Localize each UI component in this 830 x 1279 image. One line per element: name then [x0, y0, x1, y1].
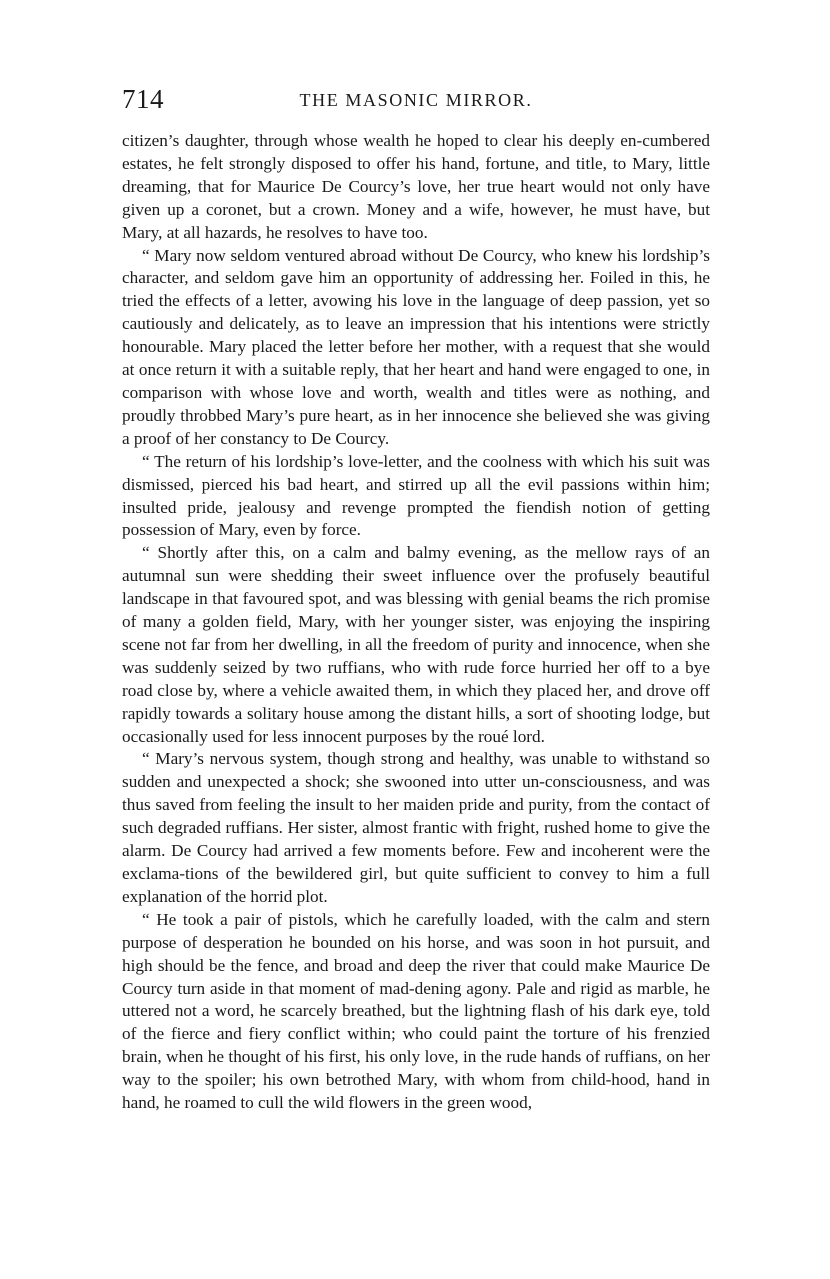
paragraph: “ Shortly after this, on a calm and balmy evening, as the mellow rays of an autumnal sun were shedding their sweet influence over the profusely beautiful landscape in that favoured spot, and was blessing with genial beams the rich promise of many a golden field, Mary, with her younger sister, was enjoying the inspiring scene not far from her dwelling, in all the freedom of purity and innocence, when she was suddenly seized by two ruffians, who with rude force hurried her off to a bye road close by, where a vehicle awaited them, in which they placed her, and drove off rapidly towards a solitary house among the distant hills, a sort of shooting lodge, but occasionally used for less innocent purposes by the roué lord. [122, 543, 710, 746]
paragraph: “ Mary’s nervous system, though strong and healthy, was unable to withstand so sudden and unexpected a shock; she swooned into utter un-consciousness, and was thus saved from feeling the insult to her maiden pride and purity, from the contact of such degraded ruffians. Her sister, almost frantic with fright, rushed home to give the alarm. De Courcy had arrived a few moments before. Few and incoherent were the exclama-tions of the bewildered girl, but quite sufficient to convey to him a full explanation of the horrid plot. [122, 749, 710, 906]
paragraph: “ The return of his lordship’s love-letter, and the coolness with which his suit was dismissed, pierced his bad heart, and stirred up all the evil passions within him; insulted pride, jealousy and revenge prompted the fiendish notion of getting possession of Mary, even by force. [122, 451, 710, 540]
paragraph: “ He took a pair of pistols, which he carefully loaded, with the calm and stern purpose of desperation he bounded on his horse, and was soon in hot pursuit, and high should be the fence, and broad and deep the river that could make Maurice De Courcy turn aside in that moment of mad-dening agony. Pale and rigid as marble, he uttered not a word, he scarcely breathed, but the lightning flash of his dark eye, told of the fierce and fiery conflict within; who could paint the torture of his frenzied brain, when he thought of his first, his only love, in the rude hands of ruffians, on her way to the spoiler; his own betrothed Mary, with whom from child-hood, hand in hand, he roamed to cull the wild flowers in the green wood, [122, 909, 710, 1113]
page-header [122, 84, 710, 114]
running-title: THE MASONIC MIRROR. [299, 90, 533, 110]
page-number: 714 [122, 84, 164, 114]
paragraph-continuation: citizen’s daughter, through whose wealth he hoped to clear his deeply en-cumbered estates, he felt strongly disposed to offer his hand, fortune, and title, to Mary, little dreaming, that for Maurice De Courcy’s love, her true heart would not only have given up a coronet, but a crown. Money and a wife, however, he must have, but Mary, at all hazards, he resolves to have too. [122, 131, 710, 242]
body-text [122, 130, 710, 1115]
paragraph: “ Mary now seldom ventured abroad without De Courcy, who knew his lordship’s character, and seldom gave him an opportunity of addressing her. Foiled in this, he tried the effects of a letter, avowing his love in the language of deep passion, yet so cautiously and delicately, as to leave an impression that his intentions were strictly honourable. Mary placed the letter before her mother, with a request that she would at once return it with a suitable reply, that her heart and hand were engaged to one, in comparison with whose love and worth, wealth and titles were as nothing, and proudly throbbed Mary’s pure heart, as in her innocence she believed she was giving a proof of her constancy to De Courcy. [122, 245, 710, 448]
